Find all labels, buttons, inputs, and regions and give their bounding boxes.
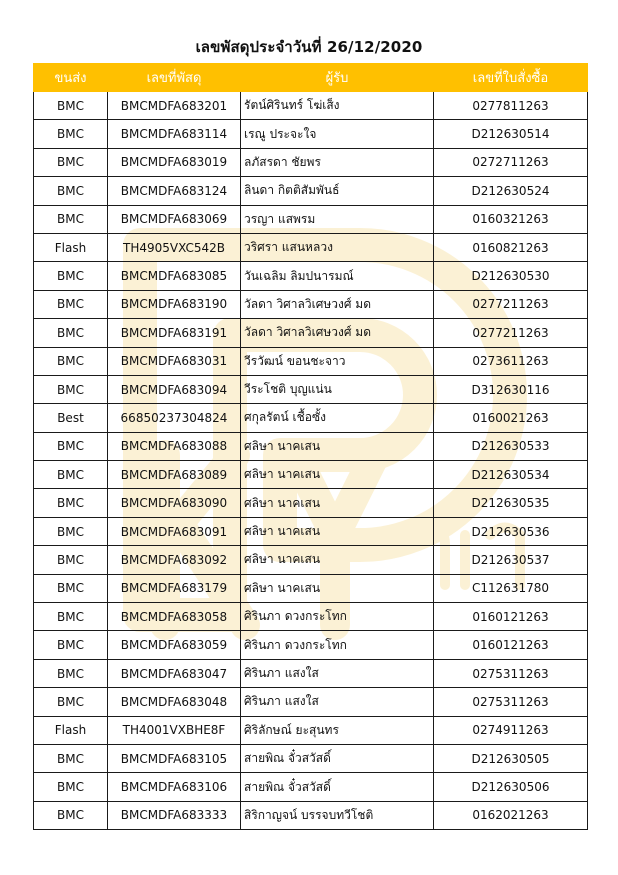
recipient-cell: ศลิษา นาคเสน	[241, 574, 434, 602]
order-number-cell: D212630537	[434, 546, 588, 574]
recipient-cell: ศลิษา นาคเสน	[241, 517, 434, 545]
order-number-cell: 0272711263	[434, 148, 588, 176]
table-row	[34, 148, 588, 176]
table-row	[34, 688, 588, 716]
tracking-number-cell: BMCMDFA683106	[108, 773, 241, 801]
column-header-order-number: เลขที่ใบสั่งซื้อ	[434, 64, 588, 92]
tracking-number-cell: BMCMDFA683333	[108, 801, 241, 829]
table-row	[34, 233, 588, 261]
tracking-number-cell: BMCMDFA683089	[108, 461, 241, 489]
recipient-cell: ศลิษา นาคเสน	[241, 489, 434, 517]
carrier-cell: BMC	[34, 688, 108, 716]
column-header-recipient: ผู้รับ	[241, 64, 434, 92]
table-row	[34, 489, 588, 517]
recipient-cell: เรณู ประจะใจ	[241, 120, 434, 148]
order-number-cell: 0160121263	[434, 603, 588, 631]
order-number-cell: 0160121263	[434, 631, 588, 659]
tracking-number-cell: BMCMDFA683031	[108, 347, 241, 375]
recipient-cell: ศิริลักษณ์ ยะสุนทร	[241, 716, 434, 744]
table-row	[34, 404, 588, 432]
table-row	[34, 631, 588, 659]
recipient-cell: สิริกาญจน์ บรรจบทวีโชติ	[241, 801, 434, 829]
table-row	[34, 205, 588, 233]
table-row	[34, 92, 588, 120]
parcel-table-container	[33, 63, 587, 830]
parcel-table	[33, 63, 588, 830]
tracking-number-cell: BMCMDFA683105	[108, 744, 241, 772]
order-number-cell: C112631780	[434, 574, 588, 602]
table-row	[34, 120, 588, 148]
order-number-cell: 0160321263	[434, 205, 588, 233]
tracking-number-cell: BMCMDFA683088	[108, 432, 241, 460]
tracking-number-cell: TH4001VXBHE8F	[108, 716, 241, 744]
tracking-number-cell: 66850237304824	[108, 404, 241, 432]
recipient-cell: วัลดา วิศาลวิเศษวงศ์ มด	[241, 290, 434, 318]
order-number-cell: 0273611263	[434, 347, 588, 375]
carrier-cell: BMC	[34, 603, 108, 631]
order-number-cell: D212630536	[434, 517, 588, 545]
table-row	[34, 347, 588, 375]
order-number-cell: D212630505	[434, 744, 588, 772]
tracking-number-cell: BMCMDFA683069	[108, 205, 241, 233]
table-row	[34, 801, 588, 829]
recipient-cell: วันเฉลิม ลิมปนารมณ์	[241, 262, 434, 290]
table-row	[34, 319, 588, 347]
carrier-cell: BMC	[34, 461, 108, 489]
carrier-cell: BMC	[34, 120, 108, 148]
order-number-cell: D212630530	[434, 262, 588, 290]
table-row	[34, 290, 588, 318]
recipient-cell: วริศรา แสนหลวง	[241, 233, 434, 261]
order-number-cell: 0277211263	[434, 319, 588, 347]
carrier-cell: BMC	[34, 262, 108, 290]
order-number-cell: 0277811263	[434, 92, 588, 120]
table-row	[34, 603, 588, 631]
table-row	[34, 773, 588, 801]
order-number-cell: D212630524	[434, 177, 588, 205]
table-row	[34, 517, 588, 545]
tracking-number-cell: BMCMDFA683047	[108, 659, 241, 687]
tracking-number-cell: BMCMDFA683019	[108, 148, 241, 176]
carrier-cell: BMC	[34, 773, 108, 801]
carrier-cell: Flash	[34, 233, 108, 261]
carrier-cell: BMC	[34, 574, 108, 602]
recipient-cell: ศลิษา นาคเสน	[241, 432, 434, 460]
recipient-cell: สายพิณ จั๋วสวัสดิ์	[241, 773, 434, 801]
tracking-number-cell: BMCMDFA683085	[108, 262, 241, 290]
table-row	[34, 432, 588, 460]
tracking-number-cell: TH4905VXC542B	[108, 233, 241, 261]
order-number-cell: 0275311263	[434, 659, 588, 687]
column-header-tracking-number: เลขที่พัสดุ	[108, 64, 241, 92]
carrier-cell: BMC	[34, 801, 108, 829]
tracking-number-cell: BMCMDFA683091	[108, 517, 241, 545]
order-number-cell: D212630535	[434, 489, 588, 517]
table-row	[34, 574, 588, 602]
order-number-cell: D212630533	[434, 432, 588, 460]
recipient-cell: วีรวัฒน์ ขอนชะจาว	[241, 347, 434, 375]
order-number-cell: 0160021263	[434, 404, 588, 432]
tracking-number-cell: BMCMDFA683179	[108, 574, 241, 602]
order-number-cell: 0160821263	[434, 233, 588, 261]
carrier-cell: Flash	[34, 716, 108, 744]
table-header-row	[34, 64, 588, 92]
column-header-carrier: ขนส่ง	[34, 64, 108, 92]
tracking-number-cell: BMCMDFA683124	[108, 177, 241, 205]
tracking-number-cell: BMCMDFA683190	[108, 290, 241, 318]
recipient-cell: ศิรินภา แสงใส	[241, 659, 434, 687]
table-row	[34, 262, 588, 290]
recipient-cell: ศิรินภา ดวงกระโทก	[241, 603, 434, 631]
order-number-cell: D212630514	[434, 120, 588, 148]
tracking-number-cell: BMCMDFA683048	[108, 688, 241, 716]
page-title: เลขพัสดุประจำวันที่ 26/12/2020	[195, 38, 423, 56]
carrier-cell: Best	[34, 404, 108, 432]
table-row	[34, 177, 588, 205]
table-row	[34, 461, 588, 489]
order-number-cell: 0275311263	[434, 688, 588, 716]
carrier-cell: BMC	[34, 546, 108, 574]
tracking-number-cell: BMCMDFA683058	[108, 603, 241, 631]
recipient-cell: ศลิษา นาคเสน	[241, 546, 434, 574]
carrier-cell: BMC	[34, 347, 108, 375]
table-body	[34, 92, 588, 830]
tracking-number-cell: BMCMDFA683090	[108, 489, 241, 517]
tracking-number-cell: BMCMDFA683191	[108, 319, 241, 347]
recipient-cell: ศลิษา นาคเสน	[241, 461, 434, 489]
table-row	[34, 716, 588, 744]
carrier-cell: BMC	[34, 177, 108, 205]
order-number-cell: 0277211263	[434, 290, 588, 318]
carrier-cell: BMC	[34, 489, 108, 517]
carrier-cell: BMC	[34, 631, 108, 659]
carrier-cell: BMC	[34, 92, 108, 120]
carrier-cell: BMC	[34, 290, 108, 318]
tracking-number-cell: BMCMDFA683114	[108, 120, 241, 148]
table-row	[34, 744, 588, 772]
carrier-cell: BMC	[34, 148, 108, 176]
table-row	[34, 546, 588, 574]
order-number-cell: D212630506	[434, 773, 588, 801]
table-row	[34, 375, 588, 403]
recipient-cell: ลินดา กิตติสัมพันธ์	[241, 177, 434, 205]
recipient-cell: วัลดา วิศาลวิเศษวงศ์ มด	[241, 319, 434, 347]
recipient-cell: วีระโชติ บุญแน่น	[241, 375, 434, 403]
tracking-number-cell: BMCMDFA683059	[108, 631, 241, 659]
tracking-number-cell: BMCMDFA683092	[108, 546, 241, 574]
order-number-cell: 0274911263	[434, 716, 588, 744]
recipient-cell: ลภัสรดา ชัยพร	[241, 148, 434, 176]
carrier-cell: BMC	[34, 517, 108, 545]
recipient-cell: รัตน์ศิรินทร์ โฆ่เส็ง	[241, 92, 434, 120]
tracking-number-cell: BMCMDFA683201	[108, 92, 241, 120]
recipient-cell: ศกุลรัตน์ เชื้อซั้ง	[241, 404, 434, 432]
order-number-cell: D212630534	[434, 461, 588, 489]
recipient-cell: ศิรินภา แสงใส	[241, 688, 434, 716]
tracking-number-cell: BMCMDFA683094	[108, 375, 241, 403]
recipient-cell: ศิรินภา ดวงกระโทก	[241, 631, 434, 659]
recipient-cell: วรญา แสพรม	[241, 205, 434, 233]
carrier-cell: BMC	[34, 744, 108, 772]
carrier-cell: BMC	[34, 659, 108, 687]
table-row	[34, 659, 588, 687]
order-number-cell: 0162021263	[434, 801, 588, 829]
order-number-cell: D312630116	[434, 375, 588, 403]
recipient-cell: สายพิณ จั๋วสวัสดิ์	[241, 744, 434, 772]
carrier-cell: BMC	[34, 319, 108, 347]
carrier-cell: BMC	[34, 432, 108, 460]
carrier-cell: BMC	[34, 375, 108, 403]
carrier-cell: BMC	[34, 205, 108, 233]
